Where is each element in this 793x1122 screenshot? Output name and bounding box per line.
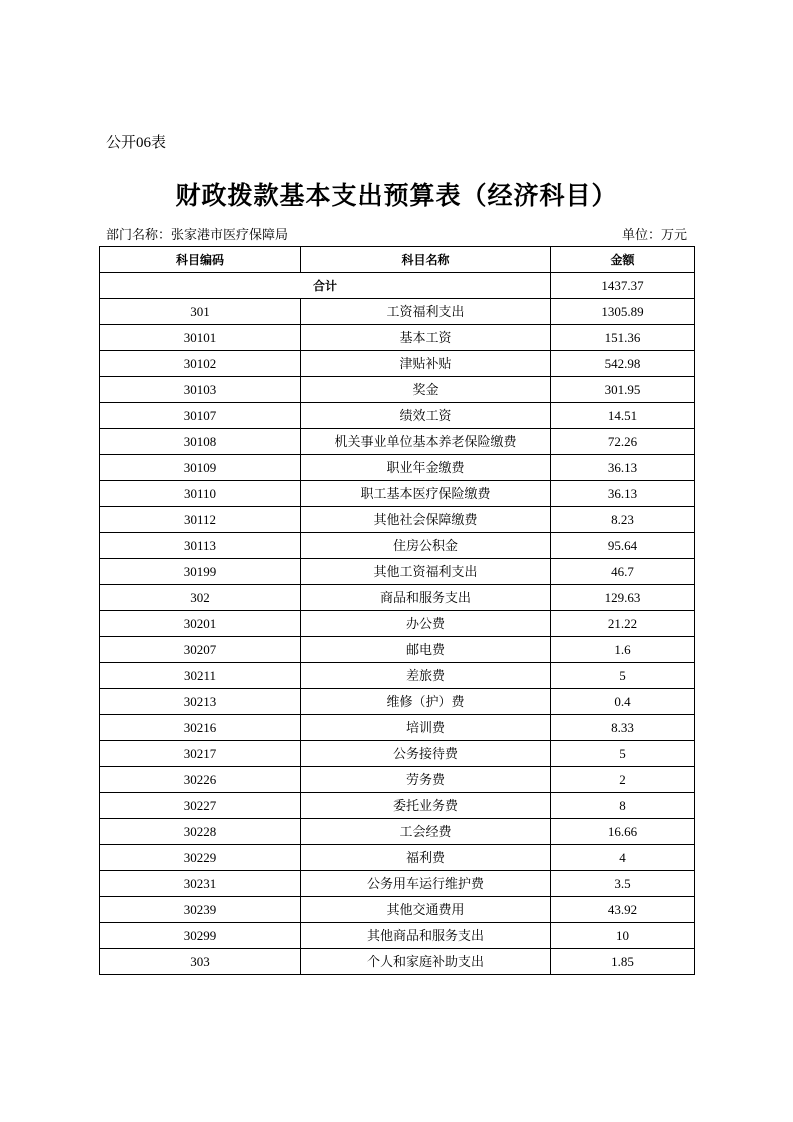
cell-code: 30110 (100, 481, 301, 507)
table-row (100, 403, 695, 429)
column-header-amount: 金额 (551, 247, 695, 273)
table-row (100, 377, 695, 403)
cell-code: 30102 (100, 351, 301, 377)
cell-code: 30103 (100, 377, 301, 403)
cell-name: 维修（护）费 (301, 689, 551, 715)
budget-table (99, 246, 695, 975)
cell-amount: 4 (551, 845, 695, 871)
cell-amount: 1.6 (551, 637, 695, 663)
cell-name: 福利费 (301, 845, 551, 871)
cell-name: 办公费 (301, 611, 551, 637)
cell-code: 30217 (100, 741, 301, 767)
cell-code: 30112 (100, 507, 301, 533)
cell-amount: 0.4 (551, 689, 695, 715)
cell-amount: 72.26 (551, 429, 695, 455)
cell-code: 30107 (100, 403, 301, 429)
cell-code: 30227 (100, 793, 301, 819)
cell-code: 303 (100, 949, 301, 975)
cell-amount: 5 (551, 663, 695, 689)
cell-name: 基本工资 (301, 325, 551, 351)
cell-name: 公务用车运行维护费 (301, 871, 551, 897)
cell-name: 津贴补贴 (301, 351, 551, 377)
cell-amount: 10 (551, 923, 695, 949)
cell-amount: 36.13 (551, 481, 695, 507)
table-row (100, 637, 695, 663)
cell-code: 30229 (100, 845, 301, 871)
table-row (100, 559, 695, 585)
cell-name: 绩效工资 (301, 403, 551, 429)
table-row (100, 767, 695, 793)
cell-code: 30299 (100, 923, 301, 949)
cell-name: 商品和服务支出 (301, 585, 551, 611)
table-row (100, 923, 695, 949)
cell-amount: 8 (551, 793, 695, 819)
table-row (100, 455, 695, 481)
total-row (100, 273, 695, 299)
cell-name: 机关事业单位基本养老保险缴费 (301, 429, 551, 455)
total-label: 合计 (100, 273, 551, 299)
table-row (100, 299, 695, 325)
cell-name: 个人和家庭补助支出 (301, 949, 551, 975)
cell-amount: 129.63 (551, 585, 695, 611)
table-row (100, 429, 695, 455)
cell-name: 委托业务费 (301, 793, 551, 819)
table-row (100, 325, 695, 351)
cell-name: 工会经费 (301, 819, 551, 845)
column-header-code: 科目编码 (100, 247, 301, 273)
cell-name: 差旅费 (301, 663, 551, 689)
cell-code: 30113 (100, 533, 301, 559)
table-row (100, 585, 695, 611)
table-row (100, 845, 695, 871)
cell-code: 30226 (100, 767, 301, 793)
table-row (100, 611, 695, 637)
cell-amount: 5 (551, 741, 695, 767)
table-row (100, 663, 695, 689)
unit-label: 单位：万元 (621, 227, 687, 242)
cell-amount: 21.22 (551, 611, 695, 637)
table-row (100, 819, 695, 845)
cell-amount: 14.51 (551, 403, 695, 429)
table-header-row (100, 247, 695, 273)
table-row (100, 715, 695, 741)
cell-name: 邮电费 (301, 637, 551, 663)
cell-name: 公务接待费 (301, 741, 551, 767)
table-row (100, 897, 695, 923)
table-row (100, 871, 695, 897)
cell-code: 30108 (100, 429, 301, 455)
table-row (100, 741, 695, 767)
total-amount: 1437.37 (551, 273, 695, 299)
cell-code: 30216 (100, 715, 301, 741)
cell-amount: 95.64 (551, 533, 695, 559)
cell-code: 30239 (100, 897, 301, 923)
cell-amount: 1.85 (551, 949, 695, 975)
cell-amount: 151.36 (551, 325, 695, 351)
cell-name: 劳务费 (301, 767, 551, 793)
cell-code: 30207 (100, 637, 301, 663)
cell-amount: 301.95 (551, 377, 695, 403)
cell-amount: 46.7 (551, 559, 695, 585)
cell-code: 30213 (100, 689, 301, 715)
cell-name: 培训费 (301, 715, 551, 741)
department-name: 部门名称：张家港市医疗保障局 (106, 227, 289, 242)
table-row (100, 533, 695, 559)
cell-amount: 1305.89 (551, 299, 695, 325)
form-code: 公开06表 (106, 135, 167, 151)
cell-amount: 36.13 (551, 455, 695, 481)
cell-amount: 8.33 (551, 715, 695, 741)
cell-code: 30211 (100, 663, 301, 689)
cell-name: 工资福利支出 (301, 299, 551, 325)
cell-code: 302 (100, 585, 301, 611)
cell-code: 301 (100, 299, 301, 325)
cell-name: 其他交通费用 (301, 897, 551, 923)
cell-amount: 16.66 (551, 819, 695, 845)
cell-code: 30201 (100, 611, 301, 637)
cell-name: 其他社会保障缴费 (301, 507, 551, 533)
cell-name: 其他商品和服务支出 (301, 923, 551, 949)
table-row (100, 351, 695, 377)
table-row (100, 507, 695, 533)
column-header-name: 科目名称 (301, 247, 551, 273)
cell-amount: 2 (551, 767, 695, 793)
table-row (100, 949, 695, 975)
cell-amount: 542.98 (551, 351, 695, 377)
cell-code: 30228 (100, 819, 301, 845)
cell-code: 30109 (100, 455, 301, 481)
table-row (100, 689, 695, 715)
cell-amount: 43.92 (551, 897, 695, 923)
page-title: 财政拨款基本支出预算表（经济科目） (175, 181, 618, 210)
cell-code: 30199 (100, 559, 301, 585)
cell-name: 其他工资福利支出 (301, 559, 551, 585)
cell-name: 住房公积金 (301, 533, 551, 559)
cell-name: 职工基本医疗保险缴费 (301, 481, 551, 507)
cell-amount: 8.23 (551, 507, 695, 533)
cell-code: 30231 (100, 871, 301, 897)
cell-name: 职业年金缴费 (301, 455, 551, 481)
table-row (100, 793, 695, 819)
cell-amount: 3.5 (551, 871, 695, 897)
cell-name: 奖金 (301, 377, 551, 403)
cell-code: 30101 (100, 325, 301, 351)
table-row (100, 481, 695, 507)
